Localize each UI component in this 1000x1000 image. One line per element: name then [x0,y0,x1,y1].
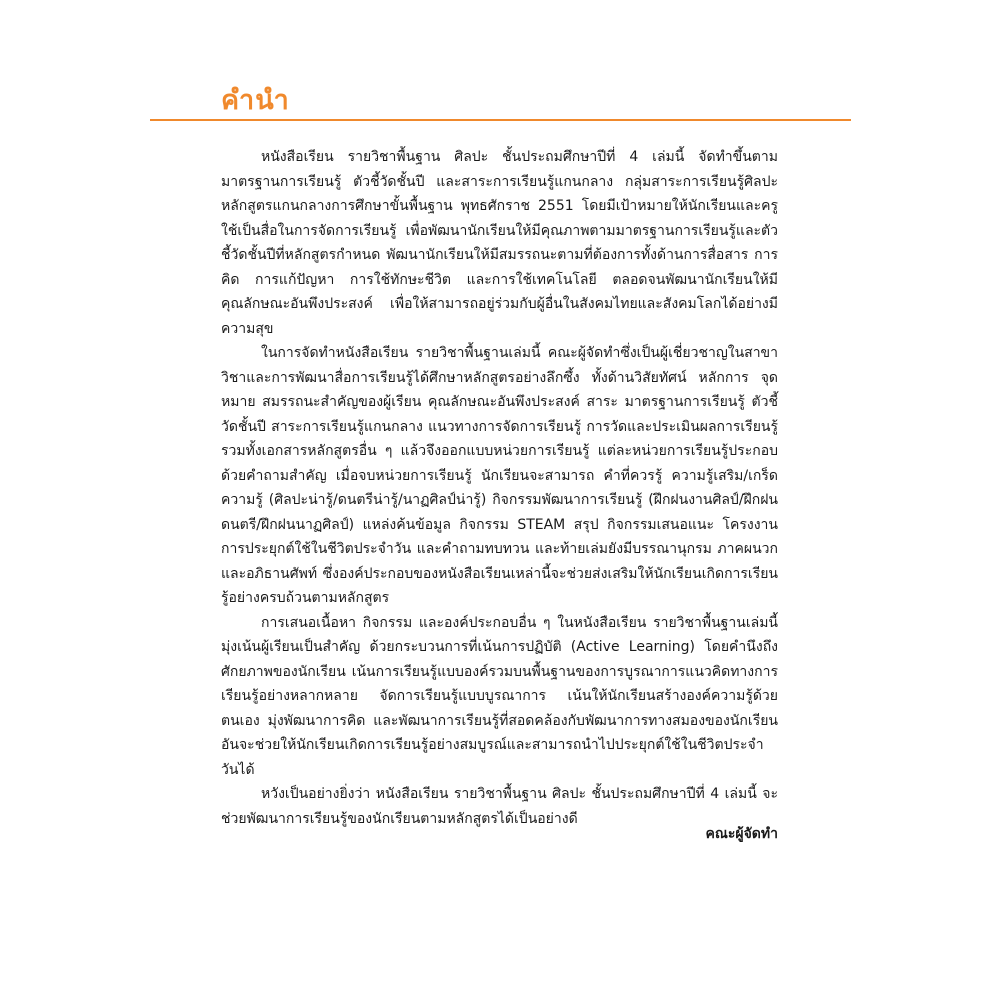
paragraph: หวังเป็นอย่างยิ่งว่า หนังสือเรียน รายวิชาพื้นฐาน ศิลปะ ชั้นประถมศึกษาปีที่ 4 เล่มนี้ จะช่วยพัฒนาการเรียนรู้ของนักเรียนตามหลักสูตรได้เป็นอย่างดี [221,786,778,827]
title-divider [150,119,851,121]
paragraph: การเสนอเนื้อหา กิจกรรม และองค์ประกอบอื่น ๆ ในหนังสือเรียน รายวิชาพื้นฐานเล่มนี้ มุ่งเน้นผู้เรียนเป็นสำคัญ ด้วยกระบวนการที่เน้นการปฏิบัติ (Active Learning) โดยคำนึงถึงศักยภาพของนักเรียน เน้นการเรียนรู้แบบองค์รวมบนพื้นฐานของการบูรณาการแนวคิดทางการเรียนรู้อย่างหลากหลาย จัดการเรียนรู้แบบบูรณาการ เน้นให้นักเรียนสร้างองค์ความรู้ด้วยตนเอง มุ่งพัฒนาการคิด และพัฒนาการเรียนรู้ที่สอดคล้องกับพัฒนาการทางสมองของนักเรียน อันจะช่วยให้นักเรียนเกิดการเรียนรู้อย่างสมบูรณ์และสามารถนำไปประยุกต์ใช้ในชีวิตประจำวันได้ [221,614,778,778]
signature: คณะผู้จัดทำ [705,826,778,842]
paragraph: ในการจัดทำหนังสือเรียน รายวิชาพื้นฐานเล่มนี้ คณะผู้จัดทำซึ่งเป็นผู้เชี่ยวชาญในสาขาวิชาและการพัฒนาสื่อการเรียนรู้ได้ศึกษาหลักสูตรอย่างลึกซึ้ง ทั้งด้านวิสัยทัศน์ หลักการ จุดหมาย สมรรถนะสำคัญของผู้เรียน คุณลักษณะอันพึงประสงค์ สาระ มาตรฐานการเรียนรู้ ตัวชี้วัดชั้นปี สาระการเรียนรู้แกนกลาง แนวทางการจัดการเรียนรู้ การวัดและประเมินผลการเรียนรู้ รวมทั้งเอกสารหลักสูตรอื่น ๆ แล้วจึงออกแบบหน่วยการเรียนรู้ แต่ละหน่วยการเรียนรู้ประกอบด้วยคำถามสำคัญ เมื่อจบหน่วยการเรียนรู้ นักเรียนจะสามารถ คำที่ควรรู้ ความรู้เสริม/เกร็ดความรู้ (ศิลปะน่ารู้/ดนตรีน่ารู้/นาฏศิลป์น่ารู้) กิจกรรมพัฒนาการเรียนรู้ (ฝึกฝนงานศิลป์/ฝึกฝนดนตรี/ฝึกฝนนาฏศิลป์) แหล่งค้นข้อมูล กิจกรรม STEAM สรุป กิจกรรมเสนอแนะ โครงงาน การประยุกต์ใช้ในชีวิตประจำวัน และคำถามทบทวน และท้ายเล่มยังมีบรรณานุกรม ภาคผนวก และอภิธานศัพท์ ซึ่งองค์ประกอบของหนังสือเรียนเหล่านี้จะช่วยส่งเสริมให้นักเรียนเกิดการเรียนรู้อย่างครบถ้วนตามหลักสูตร [221,345,778,606]
paragraph: หนังสือเรียน รายวิชาพื้นฐาน ศิลปะ ชั้นประถมศึกษาปีที่ 4 เล่มนี้ จัดทำขึ้นตามมาตรฐานการเรียนรู้ ตัวชี้วัดชั้นปี และสาระการเรียนรู้แกนกลาง กลุ่มสาระการเรียนรู้ศิลปะ หลักสูตรแกนกลางการศึกษาขั้นพื้นฐาน พุทธศักราช 2551 โดยมีเป้าหมายให้นักเรียนและครูใช้เป็นสื่อในการจัดการเรียนรู้ เพื่อพัฒนานักเรียนให้มีคุณภาพตามมาตรฐานการเรียนรู้และตัวชี้วัดชั้นปีที่หลักสูตรกำหนด พัฒนานักเรียนให้มีสมรรถนะตามที่ต้องการทั้งด้านการสื่อสาร การคิด การแก้ปัญหา การใช้ทักษะชีวิต และการใช้เทคโนโลยี ตลอดจนพัฒนานักเรียนให้มีคุณลักษณะอันพึงประสงค์ เพื่อให้สามารถอยู่ร่วมกับผู้อื่นในสังคมไทยและสังคมโลกได้อย่างมีความสุข [221,149,778,337]
page-title: คำนำ [221,85,290,116]
preface-body [221,145,778,831]
